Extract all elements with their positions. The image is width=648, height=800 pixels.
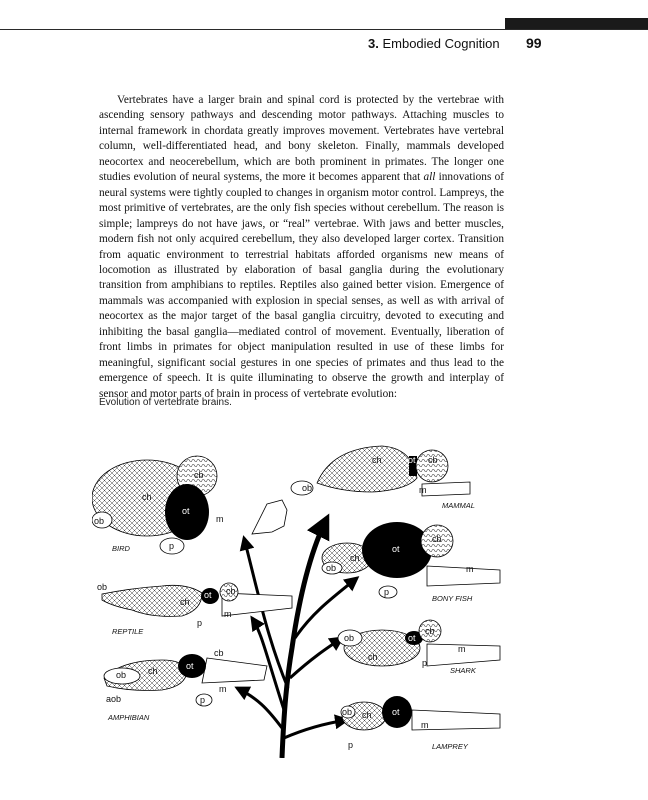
lamprey-p-label: p (348, 740, 354, 750)
body-paragraph (99, 93, 504, 402)
shark-cb-label: cb (425, 626, 435, 636)
shark-ch-label: ch (368, 652, 378, 662)
body-text-part-1: Vertebrates have a larger brain and spinal cord is protected by the vertebrae with ascending sensory pathways and descending motor pathways. Attaching muscles to internal framework in chordata greatly improves movement. Vertebrates have vertebral column, well-differentiated head, and bony skeleton. Finally, mammals developed neocortex and neocerebellum, which are both prominent in primates. The longer one studies evolution of neural systems, the more it becomes apparent that (99, 94, 504, 184)
bird-ch-label: ch (142, 492, 152, 502)
bony-fish-m-label: m (466, 564, 474, 574)
amphibian-ch-label: ch (148, 666, 158, 676)
reptile-species-label: REPTILE (112, 627, 144, 636)
mammal-brain (291, 446, 475, 510)
bird-ob-label: ob (94, 516, 105, 526)
shark-p-label: p (422, 658, 428, 668)
amphibian-aob-label: aob (106, 694, 122, 704)
mammal-m-label: m (419, 485, 427, 495)
amphibian-brain (104, 648, 267, 722)
page-number: 99 (526, 35, 542, 51)
bony-fish-ot-label: ot (392, 544, 400, 554)
bird-ot-label: ot (182, 506, 190, 516)
lamprey-m-label: m (421, 720, 429, 730)
mammal-cb-label: cb (428, 455, 438, 465)
shark-ob-label: ob (344, 633, 355, 643)
bird-p-label: p (169, 541, 175, 551)
shark-brain (338, 620, 500, 675)
reptile-cb-label: cb (226, 586, 236, 596)
bird-brain (92, 456, 287, 554)
reptile-ob-label: ob (97, 582, 108, 592)
chapter-title: Embodied Cognition (382, 36, 500, 51)
reptile-p-label: p (197, 618, 203, 628)
mammal-ot-label: ot (408, 455, 416, 465)
mammal-species-label: MAMMAL (442, 501, 475, 510)
amphibian-species-label: AMPHIBIAN (108, 713, 150, 722)
chapter-number: 3. (368, 36, 379, 51)
lamprey-ch-label: ch (362, 710, 372, 720)
bird-species-label: BIRD (112, 544, 130, 553)
mammal-ob-label: ob (302, 483, 313, 493)
amphibian-p-label: p (200, 695, 206, 705)
body-italic-word: all (423, 171, 436, 184)
shark-ot-label: ot (408, 633, 416, 643)
reptile-ch-label: ch (180, 597, 190, 607)
reptile-m-label: m (224, 609, 232, 619)
bony-fish-p-label: p (384, 587, 390, 597)
mammal-ch-label: ch (372, 455, 382, 465)
amphibian-ot-label: ot (186, 661, 194, 671)
reptile-ot-label: ot (204, 590, 212, 600)
bony-fish-cb-label: cb (432, 534, 442, 544)
shark-m-label: m (458, 644, 466, 654)
body-text-part-2: innovations of neural systems were tightly coupled to changes in organism motor control. Lampreys, the most primitive of vertebrates, are the only fish species without cerebellum. The reason is simple; lampreys do not have jaws, or “real” vertebrae. With jaws and better muscles, modern fish not only acquired cerebellum, they also developed larger cortex. Transition from aquatic environment to terrestrial habitats afforded organisms new means of locomotion as illustrated by elaboration of basal ganglia during the evolutionary transition from amphibians to reptiles. Reptiles also gained better vision. Emergence of mammals was accompanied with explosion in special senses, as well as with arrival of neocortex as the major target of the basal ganglia circuitry, devoted to executing and inhibiting the basal ganglia—mediated control of movement. Eventually, liberation of front limbs in primates for object manipulation resulted in use of these limbs for meaningful, significant social gestures in one species of primates and thus lead to the emergence of speech. It is quite illuminating to observe the growth and interplay of sensor and motor parts of brain in process of vertebrate evolution: (99, 171, 504, 400)
bony-fish-ob-label: ob (326, 563, 337, 573)
bony-fish-brain (322, 522, 500, 603)
running-head (368, 36, 500, 51)
bony-fish-species-label: BONY FISH (432, 594, 473, 603)
reptile-brain (97, 582, 292, 636)
bird-m-label: m (216, 514, 224, 524)
bony-fish-ch-label: ch (350, 553, 360, 563)
header-rule (0, 29, 648, 30)
amphibian-ob-label: ob (116, 670, 127, 680)
amphibian-cb-label: cb (214, 648, 224, 658)
lamprey-species-label: LAMPREY (432, 742, 468, 751)
amphibian-m-label: m (219, 684, 227, 694)
lamprey-ot-label: ot (392, 707, 400, 717)
brain-evolution-figure (92, 438, 522, 758)
shark-species-label: SHARK (450, 666, 476, 675)
lamprey-brain (341, 696, 500, 751)
figure-caption: Evolution of vertebrate brains. (99, 397, 232, 408)
lamprey-ob-label: ob (342, 707, 353, 717)
bird-cb-label: cb (194, 470, 204, 480)
